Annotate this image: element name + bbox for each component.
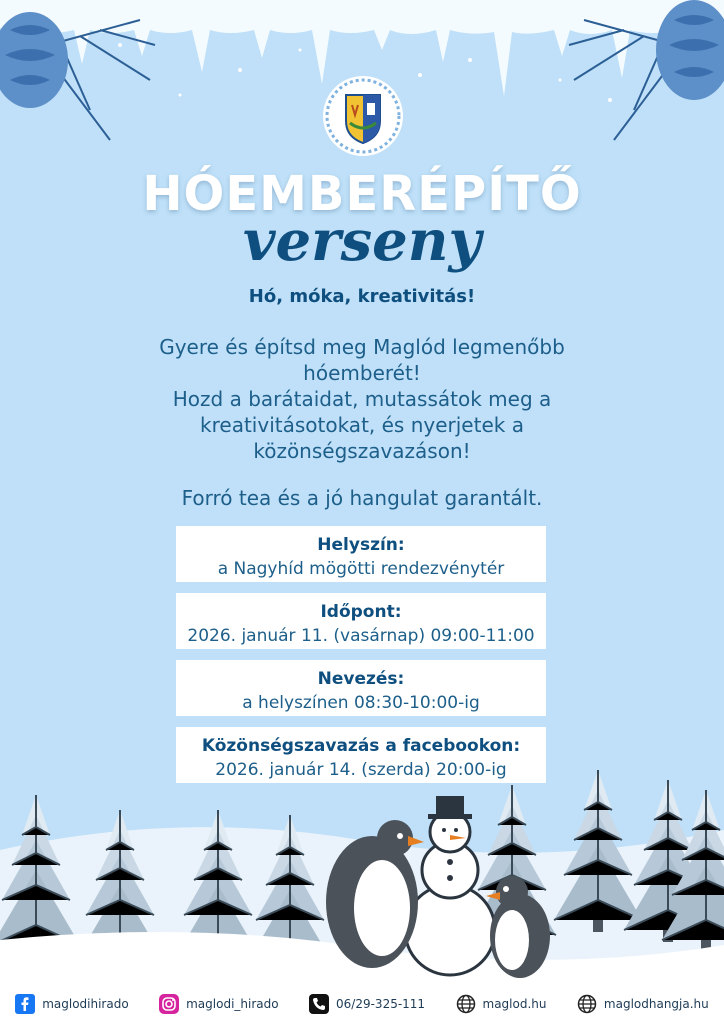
footer-facebook-link[interactable] <box>15 994 128 1014</box>
intro-line: hóemberét! <box>303 361 421 385</box>
poster-subtitle: verseny <box>242 208 482 274</box>
footer-text: 06/29-325-111 <box>336 997 426 1011</box>
info-label: Közönségszavazás a facebookon: <box>201 736 521 756</box>
info-label: Időpont: <box>320 602 402 622</box>
intro-line: Hozd a barátaidat, mutassátok meg a <box>172 387 552 411</box>
intro-line: közönségszavazáson! <box>253 439 471 463</box>
info-value: 2026. január 11. (vasárnap) 09:00-11:00 <box>187 626 535 646</box>
footer-instagram-link[interactable] <box>159 994 278 1014</box>
poster-title: HÓEMBERÉPÍTŐ <box>142 166 582 222</box>
footer-text: maglodhangja.hu <box>603 997 709 1011</box>
winter-scene-illustration <box>0 740 724 984</box>
info-box-registration <box>176 660 546 716</box>
tagline: Hó, móka, kreativitás! <box>248 286 476 307</box>
info-value: 2026. január 14. (szerda) 20:00-ig <box>215 760 507 780</box>
instagram-icon <box>159 994 179 1014</box>
pine-branch-right <box>564 0 724 160</box>
footer-website-link[interactable] <box>456 994 547 1014</box>
globe-icon <box>577 994 597 1014</box>
footer-bar <box>0 984 724 1024</box>
town-crest-logo <box>322 75 404 157</box>
info-value: a Nagyhíd mögötti rendezvénytér <box>217 559 505 579</box>
globe-icon <box>456 994 476 1014</box>
intro-line: Gyere és építsd meg Maglód legmenőbb <box>159 335 565 359</box>
info-label: Nevezés: <box>317 669 405 689</box>
pine-branch-left <box>0 0 160 160</box>
info-box-time <box>176 593 546 649</box>
info-label: Helyszín: <box>317 535 405 555</box>
footer-text: maglodi_hirado <box>186 997 279 1011</box>
footer-website-link[interactable] <box>577 994 709 1014</box>
footer-phone-link[interactable] <box>309 994 425 1014</box>
info-box-location <box>176 526 546 582</box>
footer-text: maglodihirado <box>42 997 129 1011</box>
intro-text <box>100 334 624 464</box>
closing-text: Forró tea és a jó hangulat garantált. <box>181 486 543 510</box>
intro-line: kreativitásotokat, és nyerjetek a <box>200 413 524 437</box>
phone-icon <box>309 994 329 1014</box>
info-value: a helyszínen 08:30-10:00-ig <box>242 693 480 713</box>
footer-text: maglod.hu <box>482 997 547 1011</box>
facebook-icon <box>15 994 35 1014</box>
